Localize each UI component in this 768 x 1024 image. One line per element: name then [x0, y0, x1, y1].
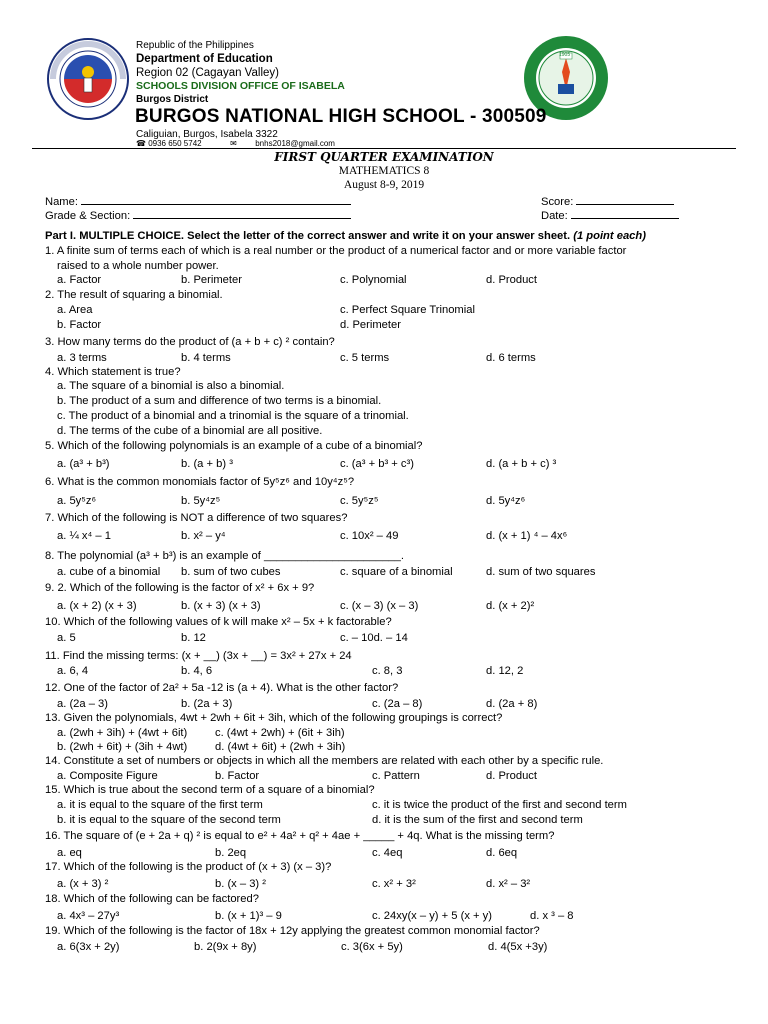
option-10a: a. 5	[57, 632, 76, 644]
option-13b: b. (2wh + 6it) + (3ih + 4wt)	[57, 741, 188, 753]
option-19c: c. 3(6x + 5y)	[341, 941, 403, 953]
question-8: 8. The polynomial (a³ + b³) is an example of ______________________.	[45, 550, 404, 562]
option-5d: d. (a + b + c) ³	[486, 458, 557, 470]
name-label: Name:	[45, 196, 78, 208]
option-4c: c. The product of a binomial and a trinomial is the square of a trinomial.	[57, 410, 409, 422]
question-1: 1. A finite sum of terms each of which is a real number or the product of a numerical factor and or more variable factor	[45, 245, 627, 257]
part1-instructions: Part I. MULTIPLE CHOICE. Select the letter of the correct answer and write it on your answer sheet. (1 point each)	[45, 230, 646, 242]
score-label: Score:	[541, 196, 574, 208]
option-16c: c. 4eq	[372, 847, 403, 859]
question-10: 10. Which of the following values of k will make x² – 5x + k factorable?	[45, 616, 392, 628]
option-14b: b. Factor	[215, 770, 260, 782]
date-field[interactable]	[541, 210, 679, 222]
contact-line	[136, 139, 335, 148]
option-12d: d. (2a + 8)	[486, 698, 538, 710]
question-15: 15. Which is true about the second term of a square of a binomial?	[45, 784, 375, 796]
option-2c: c. Perfect Square Trinomial	[340, 304, 475, 316]
department-text: Department of Education	[136, 53, 273, 65]
option-2b: b. Factor	[57, 319, 102, 331]
question-19: 19. Which of the following is the factor of 18x + 12y applying the greatest common monomial factor?	[45, 925, 540, 937]
exam-title: FIRST QUARTER EXAMINATION	[274, 150, 494, 164]
option-5b: b. (a + b) ³	[181, 458, 233, 470]
question-12: 12. One of the factor of 2a² + 5a -12 is (a + 4). What is the other factor?	[45, 682, 399, 694]
option-3a: a. 3 terms	[57, 352, 107, 364]
option-7d: d. (x + 1) ⁴ – 4x⁶	[486, 530, 568, 542]
option-17d: d. x² – 3²	[486, 878, 531, 890]
option-3b: b. 4 terms	[181, 352, 231, 364]
option-8b: b. sum of two cubes	[181, 566, 281, 578]
question-2: 2. The result of squaring a binomial.	[45, 289, 223, 301]
option-9b: b. (x + 3) (x + 3)	[181, 600, 261, 612]
question-13: 13. Given the polynomials, 4wt + 2wh + 6it + 3ih, which of the following groupings is correct?	[45, 712, 503, 724]
option-1b: b. Perimeter	[181, 274, 242, 286]
option-12b: b. (2a + 3)	[181, 698, 233, 710]
date-label: Date:	[541, 210, 568, 222]
option-3d: d. 6 terms	[486, 352, 536, 364]
option-2d: d. Perimeter	[340, 319, 401, 331]
option-6c: c. 5y⁵z⁵	[340, 495, 379, 507]
option-10b: b. 12	[181, 632, 206, 644]
option-11c: c. 8, 3	[372, 665, 403, 677]
option-1d: d. Product	[486, 274, 537, 286]
option-9c: c. (x – 3) (x – 3)	[340, 600, 419, 612]
option-13c: c. (4wt + 2wh) + (6it + 3ih)	[215, 727, 345, 739]
option-8d: d. sum of two squares	[486, 566, 596, 578]
district-text: Burgos District	[136, 94, 209, 105]
option-15b: b. it is equal to the square of the second term	[57, 814, 281, 826]
option-14d: d. Product	[486, 770, 537, 782]
question-7: 7. Which of the following is NOT a difference of two squares?	[45, 512, 348, 524]
question-3: 3. How many terms do the product of (a + b + c) ² contain?	[45, 336, 335, 348]
option-12c: c. (2a – 8)	[372, 698, 423, 710]
option-18d: d. x ³ – 8	[530, 910, 574, 922]
name-field[interactable]	[45, 196, 351, 208]
deped-seal-left-logo	[47, 38, 129, 120]
exam-subject: MATHEMATICS 8	[338, 165, 430, 177]
option-17a: a. (x + 3) ²	[57, 878, 109, 890]
question-4: 4. Which statement is true?	[45, 366, 181, 378]
address-text: Caliguian, Burgos, Isabela 3322	[136, 129, 278, 140]
option-5c: c. (a³ + b³ + c³)	[340, 458, 414, 470]
option-18a: a. 4x³ – 27y³	[57, 910, 120, 922]
option-16b: b. 2eq	[215, 847, 247, 859]
question-14: 14. Constitute a set of numbers or objects in which all the members are related with each other by a specific rule.	[45, 755, 604, 767]
option-15d: d. it is the sum of the first and second term	[372, 814, 583, 826]
question-5: 5. Which of the following polynomials is an example of a cube of a binomial?	[45, 440, 423, 452]
question-18: 18. Which of the following can be factored?	[45, 893, 259, 905]
grade-label: Grade & Section:	[45, 210, 131, 222]
question-9: 9. 2. Which of the following is the factor of x² + 6x + 9?	[45, 582, 315, 594]
header-divider	[32, 148, 736, 149]
option-13d: d. (4wt + 6it) + (2wh + 3ih)	[215, 741, 346, 753]
option-17c: c. x² + 3²	[372, 878, 416, 890]
option-6b: b. 5y⁴z⁵	[181, 495, 221, 507]
option-15c: c. it is twice the product of the first and second term	[372, 799, 627, 811]
option-11b: b. 4, 6	[181, 665, 213, 677]
exam-date: August 8-9, 2019	[343, 179, 425, 191]
option-1a: a. Factor	[57, 274, 102, 286]
option-18b: b. (x + 1)³ – 9	[215, 910, 282, 922]
option-8a: a. cube of a binomial	[57, 566, 161, 578]
option-15a: a. it is equal to the square of the first term	[57, 799, 263, 811]
option-13a: a. (2wh + 3ih) + (4wt + 6it)	[57, 727, 188, 739]
grade-section-field[interactable]	[45, 210, 351, 222]
option-7a: a. ¼ x⁴ – 1	[57, 530, 111, 542]
option-17b: b. (x – 3) ²	[215, 878, 266, 890]
option-16a: a. eq	[57, 847, 82, 859]
option-7b: b. x² – y⁴	[181, 530, 226, 542]
option-19b: b. 2(9x + 8y)	[194, 941, 257, 953]
phone-text: 0936 650 5742	[148, 139, 202, 148]
question-6: 6. What is the common monomials factor of 5y⁵z⁶ and 10y⁴z⁵?	[45, 476, 355, 488]
points-note: (1 point each)	[573, 230, 646, 242]
option-3c: c. 5 terms	[340, 352, 390, 364]
option-8c: c. square of a binomial	[340, 566, 453, 578]
option-11d: d. 12, 2	[486, 665, 524, 677]
option-14c: c. Pattern	[372, 770, 420, 782]
question-1-cont: raised to a whole number power.	[57, 260, 219, 272]
option-4a: a. The square of a binomial is also a binomial.	[57, 380, 285, 392]
region-text: Region 02 (Cagayan Valley)	[136, 67, 279, 79]
phone-icon: ☎	[136, 139, 146, 148]
school-name: BURGOS NATIONAL HIGH SCHOOL - 300509	[135, 106, 547, 127]
option-16d: d. 6eq	[486, 847, 518, 859]
option-1c: c. Polynomial	[340, 274, 407, 286]
option-5a: a. (a³ + b³)	[57, 458, 110, 470]
option-10cd: c. – 10d. – 14	[340, 632, 408, 644]
question-17: 17. Which of the following is the product of (x + 3) (x – 3)?	[45, 861, 332, 873]
option-4d: d. The terms of the cube of a binomial are all positive.	[57, 425, 323, 437]
option-12a: a. (2a – 3)	[57, 698, 108, 710]
option-19d: d. 4(5x +3y)	[488, 941, 548, 953]
email-icon: ✉	[230, 139, 237, 148]
option-6a: a. 5y⁵z⁶	[57, 495, 97, 507]
email-text: bnhs2018@gmail.com	[255, 139, 335, 148]
option-2a: a. Area	[57, 304, 93, 316]
option-19a: a. 6(3x + 2y)	[57, 941, 120, 953]
option-6d: d. 5y⁴z⁶	[486, 495, 526, 507]
question-16: 16. The square of (e + 2a + q) ² is equal to e² + 4a² + q² + 4ae + _____ + 4q. What is the missing term?	[45, 830, 555, 842]
option-4b: b. The product of a sum and difference of two terms is a binomial.	[57, 395, 382, 407]
option-9d: d. (x + 2)²	[486, 600, 535, 612]
right-seal-year: 1905	[559, 52, 571, 58]
option-11a: a. 6, 4	[57, 665, 89, 677]
option-18c: c. 24xy(x – y) + 5 (x + y)	[372, 910, 492, 922]
option-9a: a. (x + 2) (x + 3)	[57, 600, 137, 612]
score-field[interactable]	[541, 196, 674, 208]
division-text: SCHOOLS DIVISION OFFICE OF ISABELA	[136, 80, 345, 92]
republic-text: Republic of the Philippines	[136, 40, 254, 51]
question-11: 11. Find the missing terms: (x + __) (3x + __) = 3x² + 27x + 24	[45, 650, 352, 662]
option-14a: a. Composite Figure	[57, 770, 158, 782]
option-7c: c. 10x² – 49	[340, 530, 399, 542]
